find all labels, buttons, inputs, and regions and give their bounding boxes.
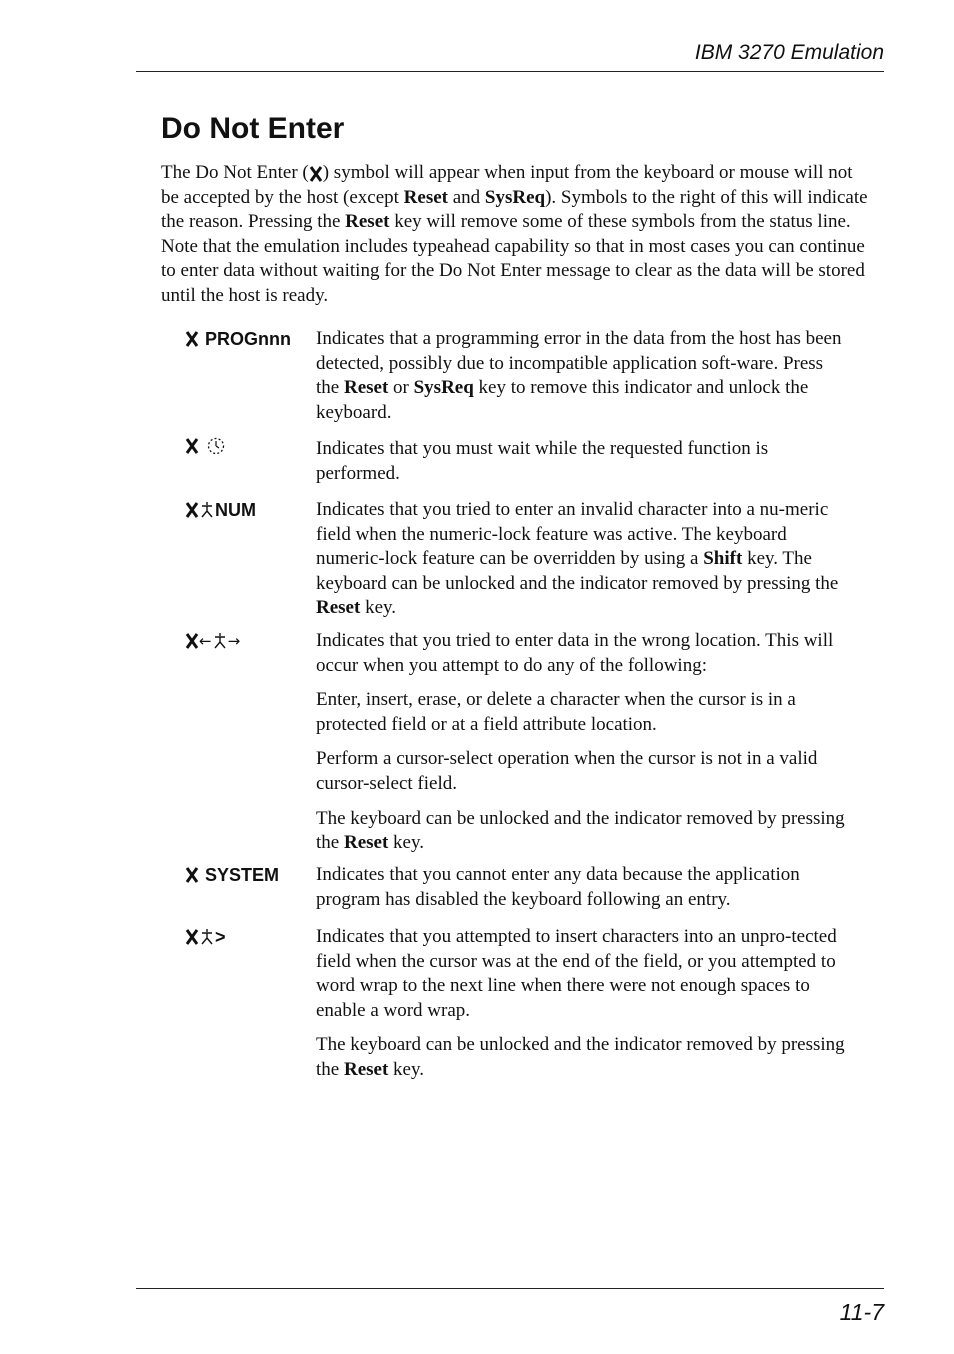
person-icon <box>212 632 228 650</box>
location-case-cursor-select: Perform a cursor-select operation when the cursor is not in a valid cursor-select field. <box>316 748 818 794</box>
person-icon <box>199 928 215 946</box>
desc-text: key. <box>360 597 397 619</box>
intro-text: The Do Not Enter ( <box>161 162 309 183</box>
section-title: Do Not Enter <box>161 112 345 145</box>
page-number: 11-7 <box>839 1299 884 1325</box>
wait-indicator <box>185 437 226 455</box>
wait-description <box>316 437 846 486</box>
reset-key: Reset <box>343 832 389 854</box>
intro-sysreq-key: SysReq <box>484 186 546 208</box>
desc-text: The keyboard can be unlocked and the indicator removed by pressing the <box>316 807 845 854</box>
shift-key: Shift <box>703 548 743 570</box>
desc-text: Indicates that you tried to enter an invalid character into a nu-meric field when the numeric-lock feature was active. The keyboard numeric-lock feature can be overridden by using a <box>316 499 829 570</box>
desc-text: or <box>388 377 414 399</box>
desc-text: key. <box>388 832 424 854</box>
overflow-description <box>316 925 846 1093</box>
num-indicator <box>185 498 256 522</box>
desc-text: key. <box>388 1058 424 1080</box>
location-description <box>316 629 846 866</box>
left-arrow-icon: ← <box>199 632 212 650</box>
num-description <box>316 498 846 621</box>
prog-label: PROGnnn <box>205 329 291 349</box>
intro-paragraph <box>161 161 871 309</box>
clock-icon <box>206 437 226 455</box>
reset-key: Reset <box>343 377 389 399</box>
prog-description <box>316 327 846 425</box>
right-arrow-icon: → <box>227 632 241 650</box>
desc-text: key. The keyboard can be unlocked and the indicator removed by pressing the <box>316 548 839 594</box>
do-not-enter-icon <box>185 502 199 518</box>
intro-reset-key: Reset <box>345 211 390 233</box>
reset-key: Reset <box>343 1058 389 1080</box>
do-not-enter-icon <box>185 633 199 649</box>
system-indicator <box>185 863 279 887</box>
location-case-protected: Enter, insert, erase, or delete a character when the cursor is in a protected field or at a field attribute location. <box>316 689 796 735</box>
location-unlock-note <box>316 807 846 856</box>
person-icon <box>199 501 215 519</box>
reset-key: Reset <box>316 597 361 619</box>
do-not-enter-icon <box>309 166 323 182</box>
do-not-enter-icon <box>185 867 199 883</box>
desc-text: Indicates that you cannot enter any data because the application program has disabled the keyboard following an entry. <box>316 864 800 910</box>
intro-text: ) symbol will appear when input from the keyboard or mouse will not be accepted by the host (except <box>161 162 853 208</box>
do-not-enter-icon <box>185 929 199 945</box>
overflow-unlock-note <box>316 1033 846 1082</box>
running-header: IBM 3270 Emulation <box>694 41 884 64</box>
prog-indicator <box>185 327 291 351</box>
location-indicator <box>185 629 240 653</box>
num-label: NUM <box>215 500 256 520</box>
system-label: SYSTEM <box>205 865 280 885</box>
intro-text: and <box>447 186 485 208</box>
overflow-label: > <box>215 927 226 947</box>
overflow-intro: Indicates that you attempted to insert characters into an unpro-tected field when the cursor was at the end of the field, or you attempted to word wrap to the next line when there were not enough spaces to enable a word wrap. <box>316 926 837 1021</box>
intro-reset-key: Reset <box>403 186 448 208</box>
intro-text: key will remove some of these symbols from the status line. Note that the emulation includes typeahead capability so that in most cases you can continue to enter data without waiting for the Do Not Enter message to clear as the data will be stored until the host is ready. <box>161 211 865 306</box>
desc-text: Indicates that a programming error in the data from the host has been detected, possibly due to incompatible application soft-ware. Press the <box>316 328 842 399</box>
header-rule <box>136 71 884 72</box>
system-description <box>316 863 846 912</box>
location-intro: Indicates that you tried to enter data in the wrong location. This will occur when you attempt to do any of the following: <box>316 630 834 676</box>
footer-rule <box>136 1288 884 1289</box>
intro-text: ). Symbols to the right of this will indicate the reason. Pressing the <box>161 186 868 233</box>
desc-text: The keyboard can be unlocked and the indicator removed by pressing the <box>316 1034 845 1080</box>
desc-text: Indicates that you must wait while the requested function is performed. <box>316 438 769 484</box>
desc-text: key to remove this indicator and unlock the keyboard. <box>316 377 809 423</box>
sysreq-key: SysReq <box>413 377 474 399</box>
overflow-indicator <box>185 925 226 949</box>
do-not-enter-icon <box>185 331 199 347</box>
do-not-enter-icon <box>185 438 199 454</box>
